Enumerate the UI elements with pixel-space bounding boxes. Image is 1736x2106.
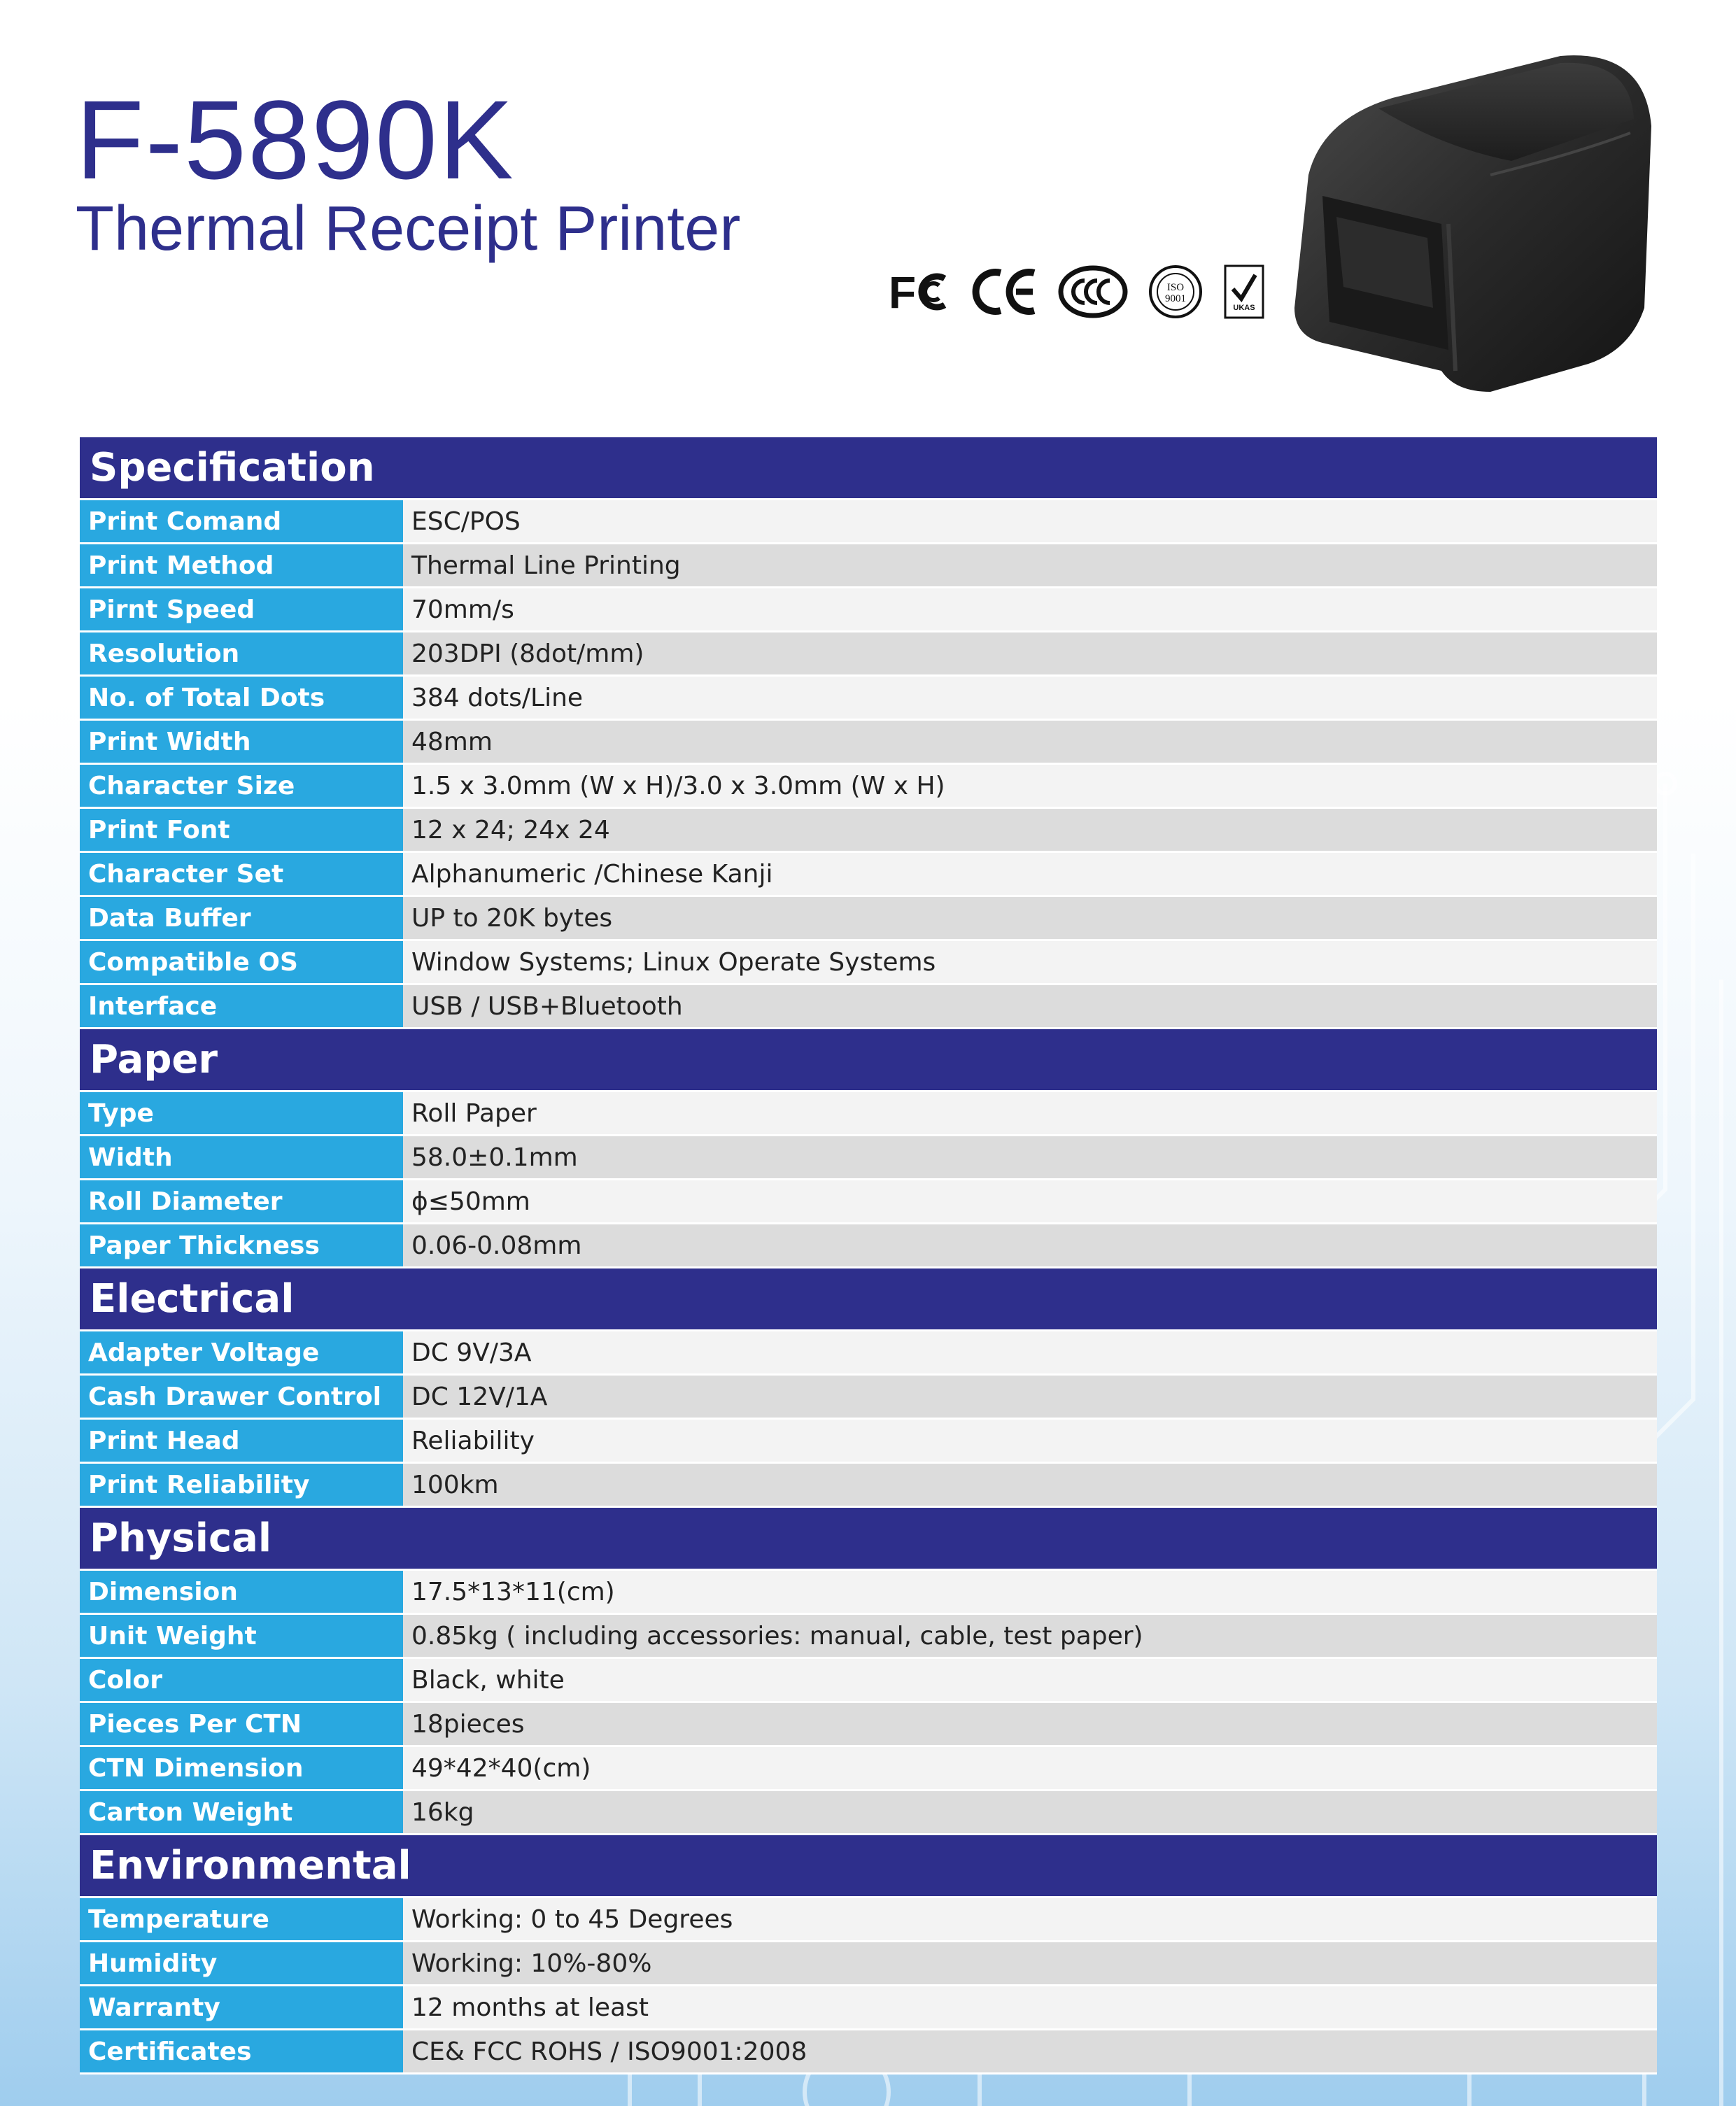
spec-label: Print Reliability [80,1463,403,1507]
spec-label: Character Set [80,852,403,896]
spec-label: Print Head [80,1419,403,1463]
section-paper [80,1029,1657,1091]
spec-label: Cash Drawer Control [80,1375,403,1419]
section-title: Electrical [80,1268,1657,1331]
specification-table [80,437,1657,2075]
spec-value: 17.5*13*11(cm) [403,1570,1657,1614]
section-electrical-rows [80,1331,1657,1507]
section-electrical [80,1268,1657,1331]
spec-value: 384 dots/Line [403,676,1657,720]
spec-label: Dimension [80,1570,403,1614]
spec-value: 49*42*40(cm) [403,1746,1657,1790]
spec-label: Carton Weight [80,1790,403,1835]
product-subtitle: Thermal Receipt Printer [76,194,741,264]
fcc-logo [889,269,952,315]
section-paper-rows [80,1091,1657,1268]
spec-label: Unit Weight [80,1614,403,1658]
spec-value: USB / USB+Bluetooth [403,984,1657,1029]
spec-label: Roll Diameter [80,1180,403,1224]
spec-value: 70mm/s [403,588,1657,632]
spec-label: Certificates [80,2030,403,2074]
spec-value: Roll Paper [403,1091,1657,1136]
spec-value: 58.0±0.1mm [403,1136,1657,1180]
spec-label: Temperature [80,1897,403,1942]
spec-value: UP to 20K bytes [403,896,1657,940]
spec-value: Thermal Line Printing [403,544,1657,588]
spec-value: CE& FCC ROHS / ISO9001:2008 [403,2030,1657,2074]
section-environmental [80,1835,1657,1897]
spec-label: Type [80,1091,403,1136]
spec-value: 0.06-0.08mm [403,1224,1657,1268]
printer-image [1280,42,1672,392]
spec-value: Reliability [403,1419,1657,1463]
spec-value: 203DPI (8dot/mm) [403,632,1657,676]
spec-value: 100km [403,1463,1657,1507]
spec-label: Warranty [80,1986,403,2030]
ukas-logo [1223,264,1265,320]
section-title: Physical [80,1507,1657,1570]
spec-value: Working: 0 to 45 Degrees [403,1897,1657,1942]
spec-label: Color [80,1658,403,1702]
spec-label: Humidity [80,1942,403,1986]
certification-logos [889,260,1265,323]
spec-label: Adapter Voltage [80,1331,403,1375]
spec-label: Pirnt Speed [80,588,403,632]
spec-value: ϕ≤50mm [403,1180,1657,1224]
spec-value: Window Systems; Linux Operate Systems [403,940,1657,984]
spec-value: 12 months at least [403,1986,1657,2030]
spec-value: DC 12V/1A [403,1375,1657,1419]
spec-label: No. of Total Dots [80,676,403,720]
svg-text:F: F [889,269,917,315]
section-physical-rows [80,1570,1657,1835]
ce-logo [971,267,1038,316]
spec-value: 1.5 x 3.0mm (W x H)/3.0 x 3.0mm (W x H) [403,764,1657,808]
spec-label: Data Buffer [80,896,403,940]
spec-label: Print Comand [80,500,403,544]
section-title: Environmental [80,1835,1657,1897]
spec-value: ESC/POS [403,500,1657,544]
spec-label: Compatible OS [80,940,403,984]
spec-value: 12 x 24; 24x 24 [403,808,1657,852]
spec-value: 16kg [403,1790,1657,1835]
spec-value: 48mm [403,720,1657,764]
spec-label: Resolution [80,632,403,676]
spec-label: Pieces Per CTN [80,1702,403,1746]
svg-text:ISO: ISO [1166,282,1185,293]
spec-value: Working: 10%-80% [403,1942,1657,1986]
iso-9001-logo [1148,264,1204,320]
section-physical [80,1507,1657,1570]
section-specification-rows [80,500,1657,1029]
model-title: F-5890K [76,77,515,202]
section-title: Paper [80,1029,1657,1091]
spec-value: 0.85kg ( including accessories: manual, cable, test paper) [403,1614,1657,1658]
spec-label: Character Size [80,764,403,808]
spec-value: DC 9V/3A [403,1331,1657,1375]
spec-label: Interface [80,984,403,1029]
section-specification [80,437,1657,500]
section-title: Specification [80,437,1657,500]
spec-label: CTN Dimension [80,1746,403,1790]
spec-value: Black, white [403,1658,1657,1702]
svg-text:UKAS: UKAS [1233,304,1255,312]
section-environmental-rows [80,1897,1657,2074]
spec-label: Print Method [80,544,403,588]
spec-label: Width [80,1136,403,1180]
spec-label: Print Width [80,720,403,764]
spec-label: Print Font [80,808,403,852]
spec-value: 18pieces [403,1702,1657,1746]
ccc-logo [1058,265,1128,318]
spec-label: Paper Thickness [80,1224,403,1268]
svg-text:9001: 9001 [1165,293,1186,304]
spec-value: Alphanumeric /Chinese Kanji [403,852,1657,896]
